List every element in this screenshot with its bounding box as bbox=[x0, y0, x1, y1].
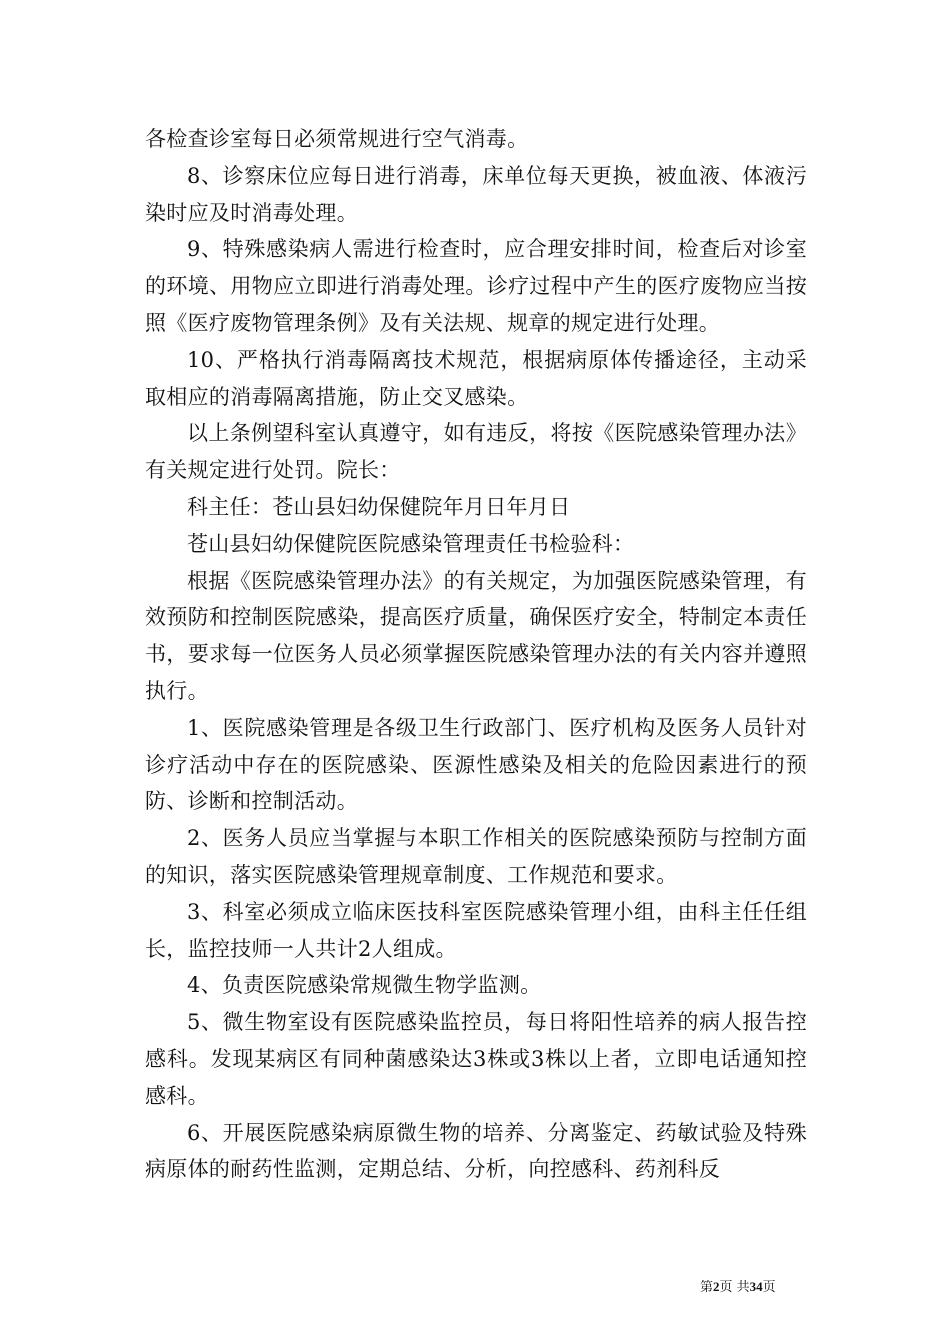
footer-middle: 页 共 bbox=[719, 1280, 750, 1295]
paragraph-responsibility-title: 苍山县妇幼保健院医院感染管理责任书检验科： bbox=[187, 531, 635, 556]
paragraph-rule-4: 4、负责医院感染常规微生物学监测。 bbox=[187, 973, 542, 998]
footer-current-page: 2 bbox=[713, 1279, 720, 1294]
document-body bbox=[145, 121, 807, 1188]
paragraph-signature-line: 科主任：苍山县妇幼保健院年月日年月日 bbox=[187, 494, 571, 519]
paragraph-rule-1: 1、医院感染管理是各级卫生行政部门、医疗机构及医务人员针对诊疗活动中存在的医院感染、医源性感染及相关的危险因素进行的预防、诊断和控制活动。 bbox=[145, 715, 807, 814]
paragraph-item-10: 10、严格执行消毒隔离技术规范，根据病原体传播途径，主动采取相应的消毒隔离措施，防止交叉感染。 bbox=[145, 347, 807, 409]
footer-suffix: 页 bbox=[762, 1280, 776, 1295]
paragraph-continuation: 各检查诊室每日必须常规进行空气消毒。 bbox=[145, 127, 529, 151]
paragraph-rule-5: 5、微生物室设有医院感染监控员，每日将阳性培养的病人报告控感科。发现某病区有同种菌感染达3株或3株以上者，立即电话通知控感科。 bbox=[145, 1010, 807, 1108]
paragraph-closing-notice: 以上条例望科室认真遵守，如有违反，将按《医院感染管理办法》有关规定进行处罚。院长： bbox=[145, 421, 807, 483]
paragraph-item-9: 9、特殊感染病人需进行检查时，应合理安排时间，检查后对诊室的环境、用物应立即进行消毒处理。诊疗过程中产生的医疗废物应当按照《医疗废物管理条例》及有关法规、规章的规定进行处理。 bbox=[145, 237, 807, 335]
footer-total-pages: 34 bbox=[749, 1279, 763, 1294]
paragraph-item-8: 8、诊察床位应每日进行消毒，床单位每天更换，被血液、体液污染时应及时消毒处理。 bbox=[145, 163, 807, 225]
paragraph-rule-6: 6、开展医院感染病原微生物的培养、分离鉴定、药敏试验及特殊病原体的耐药性监测，定期总结、分析，向控感科、药剂科反 bbox=[145, 1120, 807, 1182]
paragraph-rule-3: 3、科室必须成立临床医技科室医院感染管理小组，由科主任任组长，监控技师一人共计2人组成。 bbox=[145, 899, 807, 961]
footer-prefix: 第 bbox=[700, 1280, 714, 1295]
paragraph-rule-2: 2、医务人员应当掌握与本职工作相关的医院感染预防与控制方面的知识，落实医院感染管理规章制度、工作规范和要求。 bbox=[145, 826, 807, 887]
paragraph-intro: 根据《医院感染管理办法》的有关规定，为加强医院感染管理，有效预防和控制医院感染，提高医疗质量，确保医疗安全，特制定本责任书，要求每一位医务人员必须掌握医院感染管理办法的有关内容并遵照执行。 bbox=[145, 568, 807, 703]
page-footer bbox=[700, 1279, 776, 1296]
